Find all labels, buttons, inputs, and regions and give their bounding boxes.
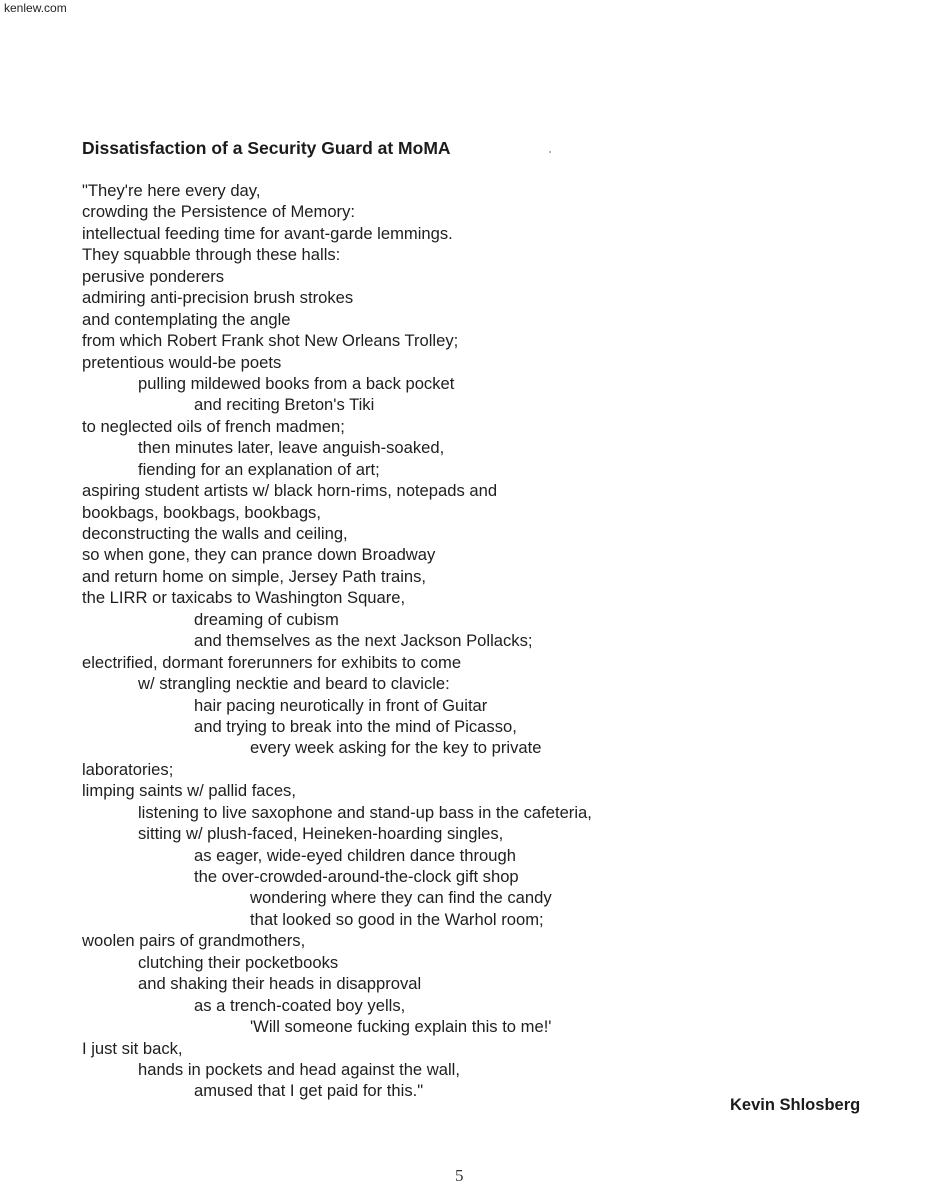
poem-author: Kevin Shlosberg xyxy=(730,1096,861,1114)
poem-line: clutching their pocketbooks xyxy=(138,952,339,972)
poem-line: limping saints w/ pallid faces, xyxy=(82,781,296,801)
poem-line: deconstructing the walls and ceiling, xyxy=(82,524,348,543)
poem-line: and trying to break into the mind of Picasso, xyxy=(194,716,517,736)
poem-line: laboratories; xyxy=(82,759,174,779)
poem-line: 'Will someone fucking explain this to me!' xyxy=(250,1017,552,1037)
poem-line: the over-crowded-around-the-clock gift shop xyxy=(194,867,519,886)
poem-body xyxy=(82,180,842,1102)
poem-line: electrified, dormant forerunners for exhibits to come xyxy=(82,652,462,672)
poem-line: amused that I get paid for this." xyxy=(194,1081,424,1101)
poem-line: pulling mildewed books from a back pocket xyxy=(138,373,455,393)
poem-line: aspiring student artists w/ black horn-rims, notepads and xyxy=(82,481,498,501)
poem-line: hair pacing neurotically in front of Guitar xyxy=(194,695,488,715)
poem-line: fiending for an explanation of art; xyxy=(138,459,380,479)
poem-line: listening to live saxophone and stand-up bass in the cafeteria, xyxy=(138,802,592,822)
poem-line: pretentious would-be poets xyxy=(82,352,282,372)
poem-line: and reciting Breton's Tiki xyxy=(194,395,375,415)
poem-line: "They're here every day, xyxy=(82,181,261,200)
poem-line: as a trench-coated boy yells, xyxy=(194,995,406,1015)
poem-line: w/ strangling necktie and beard to clavicle: xyxy=(138,674,450,694)
poem-line: admiring anti-precision brush strokes xyxy=(82,288,354,308)
poem-line: every week asking for the key to private xyxy=(250,738,542,758)
poem-line: to neglected oils of french madmen; xyxy=(82,416,345,436)
poem-line: from which Robert Frank shot New Orleans Trolley; xyxy=(82,331,459,351)
poem-line: intellectual feeding time for avant-garde lemmings. xyxy=(82,223,453,243)
poem-line: dreaming of cubism xyxy=(194,609,339,629)
poem-line: the LIRR or taxicabs to Washington Square, xyxy=(82,588,406,608)
poem-line: that looked so good in the Warhol room; xyxy=(250,909,544,929)
poem-line: wondering where they can find the candy xyxy=(250,888,552,908)
poem-line: and return home on simple, Jersey Path trains, xyxy=(82,566,427,586)
poem-line: and themselves as the next Jackson Pollacks; xyxy=(194,631,533,651)
poem-line: so when gone, they can prance down Broadway xyxy=(82,545,436,565)
poem-line: and shaking their heads in disapproval xyxy=(138,974,422,994)
poem-line: bookbags, bookbags, bookbags, xyxy=(82,502,321,522)
poem-title: Dissatisfaction of a Security Guard at MoMA xyxy=(82,138,451,158)
poem-line: They squabble through these halls: xyxy=(82,245,341,265)
poem-line: woolen pairs of grandmothers, xyxy=(82,931,306,951)
poem-line: as eager, wide-eyed children dance through xyxy=(194,845,516,865)
site-watermark: kenlew.com xyxy=(4,1,67,15)
poem-line: perusive ponderers xyxy=(82,266,225,286)
poem-line: then minutes later, leave anguish-soaked, xyxy=(138,438,445,458)
poem-line: and contemplating the angle xyxy=(82,309,291,329)
scan-speck xyxy=(549,151,551,153)
poem-line: sitting w/ plush-faced, Heineken-hoarding singles, xyxy=(138,824,504,844)
poem-line: hands in pockets and head against the wall, xyxy=(138,1059,460,1079)
poem-line: I just sit back, xyxy=(82,1038,183,1058)
poem-line: crowding the Persistence of Memory: xyxy=(82,202,355,222)
page-number: 5 xyxy=(455,1166,464,1185)
